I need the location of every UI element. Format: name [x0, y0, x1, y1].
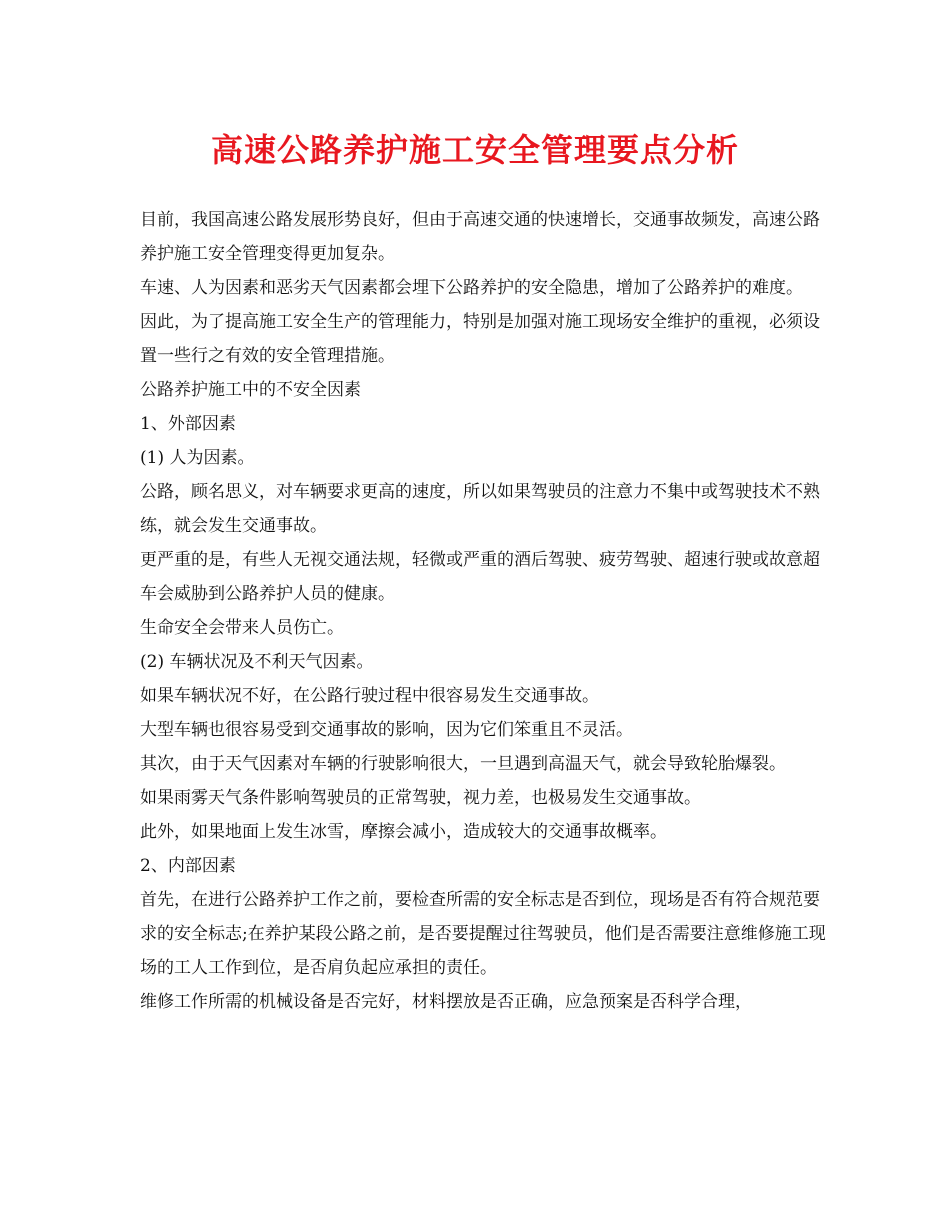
paragraph: 公路，顾名思义，对车辆要求更高的速度，所以如果驾驶员的注意力不集中或驾驶技术不熟练，就会发生交通事故。 — [140, 482, 820, 536]
section-heading: 公路养护施工中的不安全因素 — [140, 380, 361, 400]
item-heading: (2) 车辆状况及不利天气因素。 — [140, 652, 374, 672]
paragraph: 如果雨雾天气条件影响驾驶员的正常驾驶，视力差，也极易发生交通事故。 — [140, 788, 701, 808]
paragraph: 车速、人为因素和恶劣天气因素都会埋下公路养护的安全隐患，增加了公路养护的难度。 — [140, 278, 803, 298]
paragraph: 其次，由于天气因素对车辆的行驶影响很大，一旦遇到高温天气，就会导致轮胎爆裂。 — [140, 754, 786, 774]
paragraph: 目前，我国高速公路发展形势良好，但由于高速交通的快速增长，交通事故频发，高速公路养护施工安全管理变得更加复杂。 — [140, 210, 820, 264]
paragraph: 更严重的是，有些人无视交通法规，轻微或严重的酒后驾驶、疲劳驾驶、超速行驶或故意超车会威胁到公路养护人员的健康。 — [140, 550, 820, 604]
document-body — [140, 203, 830, 1019]
paragraph: 维修工作所需的机械设备是否完好，材料摆放是否正确，应急预案是否科学合理， — [140, 992, 752, 1012]
paragraph: 首先，在进行公路养护工作之前，要检查所需的安全标志是否到位，现场是否有符合规范要求的安全标志;在养护某段公路之前，是否要提醒过往驾驶员，他们是否需要注意维修施工现场的工人工作到位，是否肩负起应承担的责任。 — [140, 890, 826, 978]
paragraph: 生命安全会带来人员伤亡。 — [140, 618, 344, 638]
subsection-heading: 1、外部因素 — [140, 414, 236, 434]
document-title: 高速公路养护施工安全管理要点分析 — [210, 131, 739, 169]
paragraph: 大型车辆也很容易受到交通事故的影响，因为它们笨重且不灵活。 — [140, 720, 633, 740]
item-heading: (1) 人为因素。 — [140, 448, 255, 468]
subsection-heading: 2、内部因素 — [140, 856, 236, 876]
paragraph: 如果车辆状况不好，在公路行驶过程中很容易发生交通事故。 — [140, 686, 599, 706]
paragraph: 此外，如果地面上发生冰雪，摩擦会减小，造成较大的交通事故概率。 — [140, 822, 667, 842]
paragraph: 因此，为了提高施工安全生产的管理能力，特别是加强对施工现场安全维护的重视，必须设置一些行之有效的安全管理措施。 — [140, 312, 820, 366]
